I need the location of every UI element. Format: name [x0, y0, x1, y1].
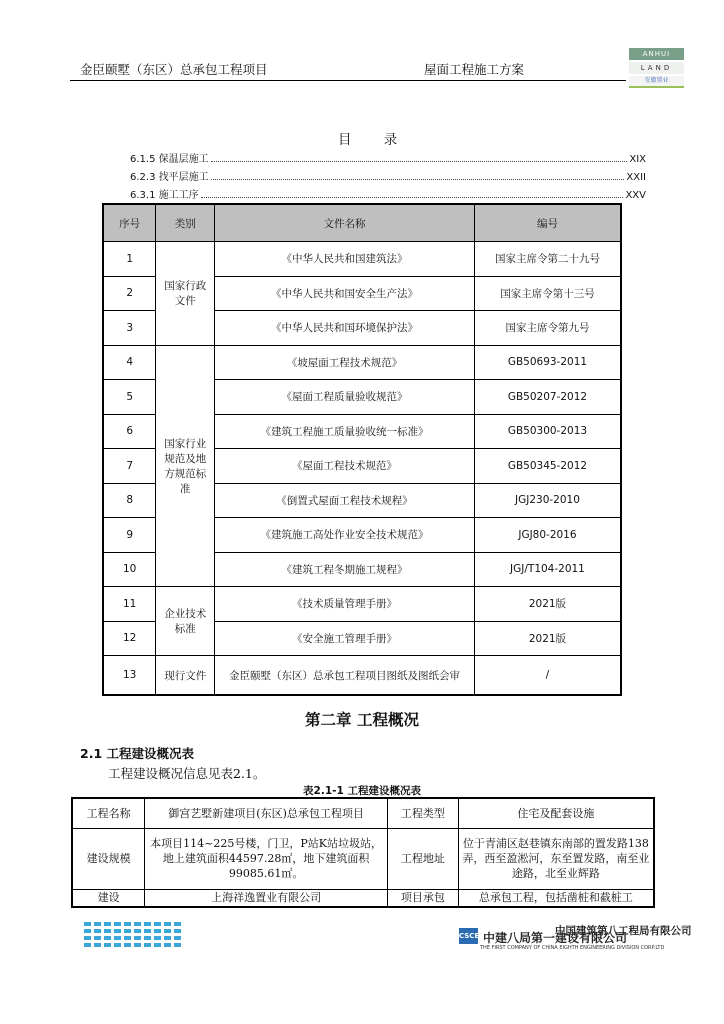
row-name: 《中华人民共和国建筑法》 [215, 242, 475, 277]
header-project-title: 金臣颐墅（东区）总承包工程项目 [80, 62, 268, 77]
row-code: GB50207-2012 [474, 380, 621, 415]
row-code: JGJ/T104-2011 [474, 552, 621, 587]
category-cell: 国家行政文件 [156, 242, 215, 346]
table-row [103, 242, 621, 277]
row-no: 5 [103, 380, 156, 415]
row-no: 7 [103, 449, 156, 484]
value-cell: 位于青浦区赵巷镇东南部的置发路138弄，西至盈淞河，东至置发路，南至业途路，北至业辉路 [458, 828, 654, 889]
row-no: 1 [103, 242, 156, 277]
footer-decorative-strip [84, 922, 184, 950]
row-code: GB50345-2012 [474, 449, 621, 484]
label-cell: 项目承包 [388, 889, 459, 907]
table-row [103, 656, 621, 696]
logo-bar [629, 86, 684, 88]
label-cell: 工程类型 [388, 798, 459, 828]
row-name: 《坡屋面工程技术规范》 [215, 345, 475, 380]
row-code: 国家主席令第九号 [474, 311, 621, 346]
row-code: 2021版 [474, 587, 621, 622]
row-no: 2 [103, 276, 156, 311]
toc-leader [201, 197, 624, 198]
row-no: 6 [103, 414, 156, 449]
category-cell: 企业技术标准 [156, 587, 215, 656]
value-cell: 本项目114~225号楼，门卫，P站K站垃圾站，地上建筑面积44597.28㎡，地下建筑面积99085.61㎡。 [145, 828, 388, 889]
label-cell: 建设 [72, 889, 145, 907]
row-code: 国家主席令第二十九号 [474, 242, 621, 277]
table-row [72, 828, 654, 889]
row-code: 2021版 [474, 621, 621, 656]
header-rule [70, 80, 626, 81]
table-row [103, 345, 621, 380]
row-no: 4 [103, 345, 156, 380]
logo-text-cn: 安徽置业 [629, 76, 684, 86]
label-cell: 工程地址 [388, 828, 459, 889]
toc-leader [211, 161, 628, 162]
row-code: 国家主席令第十三号 [474, 276, 621, 311]
row-code: GB50300-2013 [474, 414, 621, 449]
row-code: JGJ80-2016 [474, 518, 621, 553]
toc-leader [211, 179, 625, 180]
row-name: 《技术质量管理手册》 [215, 587, 475, 622]
row-name: 《建筑工程施工质量验收统一标准》 [215, 414, 475, 449]
row-no: 12 [103, 621, 156, 656]
value-cell: 御宫艺墅新建项目(东区)总承包工程项目 [145, 798, 388, 828]
value-cell: 上海祥逸置业有限公司 [145, 889, 388, 907]
toc-entry-label: 6.1.5 保温层施工 [130, 154, 209, 165]
label-cell: 建设规模 [72, 828, 145, 889]
anhui-land-logo [629, 48, 684, 88]
row-no: 11 [103, 587, 156, 622]
cscec-logo: CSCEC [459, 928, 478, 944]
table-row [72, 889, 654, 907]
footer-group-name: 中国建筑第八工程局有限公司 [555, 925, 692, 937]
category-cell: 国家行业规范及地方规范标准 [156, 345, 215, 587]
row-no: 13 [103, 656, 156, 696]
toc-entry-page: XXII [626, 172, 646, 183]
toc-entry[interactable] [130, 150, 646, 165]
row-name: 《安全施工管理手册》 [215, 621, 475, 656]
logo-text-land: LAND [629, 62, 684, 74]
row-name: 《屋面工程质量验收规范》 [215, 380, 475, 415]
row-name: 《倒置式屋面工程技术规程》 [215, 483, 475, 518]
value-cell: 住宅及配套设施 [458, 798, 654, 828]
label-cell: 工程名称 [72, 798, 145, 828]
basis-document-table [102, 203, 622, 696]
row-no: 9 [103, 518, 156, 553]
header-cell-code: 编号 [474, 204, 621, 242]
row-name: 《中华人民共和国安全生产法》 [215, 276, 475, 311]
row-name: 金臣颐墅（东区）总承包工程项目图纸及图纸会审 [215, 656, 475, 696]
toc-entry[interactable] [130, 186, 646, 201]
category-cell: 现行文件 [156, 656, 215, 696]
row-no: 8 [103, 483, 156, 518]
row-name: 《屋面工程技术规范》 [215, 449, 475, 484]
value-cell: 总承包工程，包括凿桩和截桩工 [458, 889, 654, 907]
section-intro: 工程建设概况信息见表2.1。 [108, 766, 266, 781]
row-code: GB50693-2011 [474, 345, 621, 380]
row-no: 10 [103, 552, 156, 587]
table-row [103, 587, 621, 622]
header-cell-category: 类别 [156, 204, 215, 242]
project-overview-table [71, 797, 655, 908]
row-code: / [474, 656, 621, 696]
toc-entry-label: 6.3.1 施工工序 [130, 190, 199, 201]
row-code: JGJ230-2010 [474, 483, 621, 518]
table-caption: 表2.1-1 工程建设概况表 [303, 785, 421, 797]
row-name: 《建筑工程冬期施工规程》 [215, 552, 475, 587]
toc-entry-label: 6.2.3 找平层施工 [130, 172, 209, 183]
toc-entry-page: XXV [625, 190, 646, 201]
row-name: 《建筑施工高处作业安全技术规范》 [215, 518, 475, 553]
header-cell-name: 文件名称 [215, 204, 475, 242]
header-cell-no: 序号 [103, 204, 156, 242]
footer-company-english: THE FIRST COMPANY OF CHINA EIGHTH ENGINEERING DIVISION CORP.LTD [480, 945, 665, 951]
header-document-title: 屋面工程施工方案 [424, 62, 525, 77]
row-name: 《中华人民共和国环境保护法》 [215, 311, 475, 346]
logo-text-anhui: ANHUI [629, 48, 684, 60]
table-row [72, 798, 654, 828]
row-no: 3 [103, 311, 156, 346]
table-header-row [103, 204, 621, 242]
toc-title: 目 录 [338, 132, 412, 148]
section-title: 2.1 工程建设概况表 [80, 746, 194, 761]
footer-company-name: 中建八局第一建设有限公司 [483, 931, 628, 945]
toc-entry-page: XIX [629, 154, 646, 165]
toc-entry[interactable] [130, 168, 646, 183]
chapter-title: 第二章 工程概况 [305, 711, 419, 729]
